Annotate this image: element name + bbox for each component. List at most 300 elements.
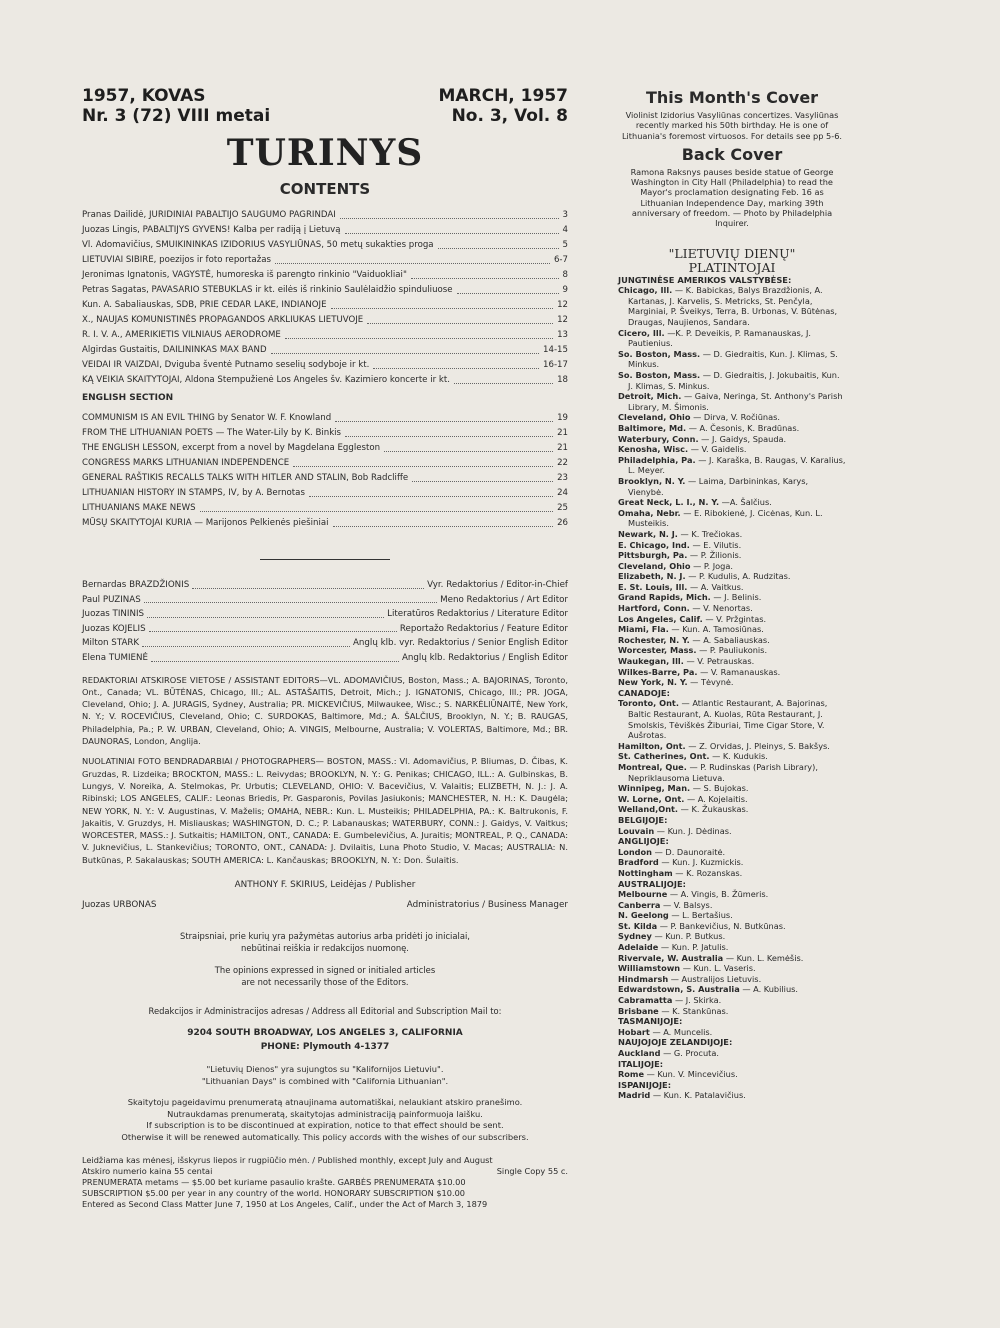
- publication-info: [82, 1155, 568, 1210]
- distributor-names: — Kun. J. Kuzmickis.: [661, 857, 744, 868]
- distributor-names: — Dirva, V. Ročiūnas.: [693, 412, 781, 423]
- distributor-entry: [618, 1090, 846, 1101]
- distributor-city: Brooklyn, N. Y.: [618, 475, 686, 486]
- distributor-names: — Kun. K. Patalavičius.: [652, 1090, 746, 1101]
- distributor-city: Bradford: [618, 857, 659, 868]
- renewal-line: If subscription is to be discontinued at expiration, notice to that effect should be sent.: [146, 1120, 504, 1131]
- toc-entry-page: 12: [557, 315, 568, 325]
- distributor-names: — A. Česonis, K. Bradūnas.: [688, 422, 800, 433]
- admin-role: Administratorius / Business Manager: [406, 900, 568, 911]
- toc-entry: [82, 358, 568, 373]
- distributor-city: Hobart: [618, 1026, 650, 1037]
- distributors-title-line: "LIETUVIŲ DIENŲ": [668, 245, 796, 261]
- toc-entry-page: 23: [557, 473, 568, 483]
- distributor-country: BELGIJOJE:: [618, 814, 668, 825]
- photographers: NUOLATINIAI FOTO BENDRADARBIAI / PHOTOGRAPHERS— BOSTON, MASS.: Vl. Adomavičius, P. Bliumas, D. Čibas, K. Gruzdas, R. Lizdeika; BROCKTON, MASS.: L. Reivydas; BROOKLYN, N. Y.: G. Penikas; CHICAGO, ILL.: A. Gulbinskas, B. Lungys, V. Noreika, A. Stelmokas, Pr. Urbutis; CLEVELAND, OHIO: V. Bacevičius, V. Valaitis; ELIZBETH, N. J.: J. A. Ribinski; LOS ANGELES, CALIF.: Leonas Briedis, Pr. Gasparonis, Povilas Jasiukonis; MANCHESTER, N. H.: K. Daugėla; NEW YORK, N. Y.: V. Augustinas, V. Maželis; OMAHA, NEBR.: Kun. L. Musteikis; PHILADELPHIA, PA.: K. Baltrukonis, F. Jakaitis, V. Gruzdys, H. Misliauskas; WASHINGTON, D. C.; P. Labanauskas; WATERBURY, CONN.: J. Gaidys, V. Vaitkus; WORCESTER, MASS.: J. Sutkaitis; HAMILTON, ONT., CANADA: E. Gumbelevičius, A. Juraitis; MONTREAL, P. Q., CANADA: V. Juknevičius, L. Stankevičius; TORONTO, ONT., CANADA: J. Dvilaitis, Luna Photo Studio, V. Macas; AUSTRALIA: N. Butkūnas, P. Sakalauskas; SOUTH AMERICA: L. Kančauskas; BROOKLYN, N. Y.: Don. Šulaitis.: [82, 756, 568, 865]
- distributor-entry: [618, 592, 846, 603]
- toc-entry: [82, 441, 568, 456]
- distributor-entry: [618, 826, 846, 837]
- distributor-names: — K. Babickas, Balys Brazdžionis, A. Kartanas, J. Karvelis, S. Metricks, St. Penčyla, Marginiai, P. Šveikys, Terra, B. Urbonas, V. Būtėnas, Draugas, Naujienos, Sandara.: [628, 285, 838, 328]
- distributor-city: Madrid: [618, 1090, 651, 1101]
- distributor-entry: [618, 540, 846, 551]
- toc-entry-page: 21: [557, 428, 568, 438]
- distributor-entry: [618, 1006, 846, 1017]
- toc-entry-title: LITHUANIANS MAKE NEWS: [82, 503, 196, 513]
- distributor-names: — P. Kudulis, A. Rudzitas.: [688, 571, 791, 582]
- distributor-city: Wilkes-Barre, Pa.: [618, 666, 698, 677]
- distributor-entry: [618, 423, 846, 434]
- distributor-names: — Tėvynė.: [690, 677, 734, 688]
- publisher-line: ANTHONY F. SKIRIUS, Leidėjas / Publisher: [234, 880, 416, 891]
- distributor-city: Cleveland, Ohio: [618, 560, 691, 571]
- toc-entry-title: Vl. Adomavičius, SMUIKININKAS IZIDORIUS VASYLIŪNAS, 50 metų sukakties proga: [82, 240, 434, 250]
- distributor-city: Kenosha, Wisc.: [618, 444, 689, 455]
- distributor-names: — V. Gaidelis.: [690, 444, 747, 455]
- distributor-entry: [618, 571, 846, 582]
- staff-name: Milton STARK: [82, 638, 140, 649]
- distributor-entry: [618, 656, 846, 667]
- leader-dots: [412, 471, 553, 482]
- toc-entry: [82, 223, 568, 238]
- toc-entry-title: VEIDAI IR VAIZDAI, Dviguba šventė Putnamo seselių sodyboje ir kt.: [82, 360, 370, 370]
- distributor-city: Rome: [618, 1069, 645, 1080]
- price-line: [82, 1166, 568, 1177]
- distributor-names: — P. Rudinskas (Parish Library), Nepriklausoma Lietuva.: [628, 761, 818, 783]
- leader-dots: [271, 343, 539, 354]
- renewal-line: Skaitytoju pageidavimu prenumeratą atnaujinama automatiškai, nelaukiant atskiro pranešimo.: [127, 1097, 523, 1108]
- opinion-note-en: [82, 964, 568, 988]
- toc-entry-title: LITHUANIAN HISTORY IN STAMPS, IV, by A. Bernotas: [82, 488, 305, 498]
- toc-entry-page: 6-7: [553, 255, 568, 265]
- distributor-country: ISPANIJOJE:: [618, 1079, 672, 1090]
- distributor-entry: [618, 645, 846, 656]
- leader-dots: [333, 516, 554, 527]
- distributor-entry: [618, 1048, 846, 1059]
- toc-entry: [82, 411, 568, 426]
- toc-entry-page: 16-17: [543, 360, 568, 370]
- leader-dots: [285, 328, 553, 339]
- leader-dots: [275, 253, 550, 264]
- distributor-entry: [618, 285, 846, 327]
- distributor-entry: [618, 889, 846, 900]
- distributor-entry: [618, 762, 846, 783]
- toc-entry-page: 4: [562, 225, 568, 235]
- distributor-city: Miami, Fla.: [618, 624, 669, 635]
- price-en: Single Copy 55 c.: [496, 1166, 568, 1177]
- distributor-entry: [618, 942, 846, 953]
- distributor-entry: [618, 984, 846, 995]
- english-section-heading: ENGLISH SECTION: [82, 393, 174, 403]
- leader-dots: [411, 268, 559, 279]
- price-lt: Atskiro numerio kaina 55 centai: [82, 1166, 213, 1177]
- distributor-names: — Z. Orvidas, J. Pleinys, S. Bakšys.: [688, 740, 830, 751]
- toc-entry: [82, 373, 568, 388]
- distributor-city: So. Boston, Mass.: [618, 348, 701, 359]
- toc-entry-page: 18: [557, 375, 568, 385]
- distributor-city: Welland,Ont.: [618, 804, 679, 815]
- toc-entry: [82, 328, 568, 343]
- distributor-names: — Kun. J. Dėdinas.: [656, 825, 732, 836]
- issue-date-lt: 1957, KOVAS: [82, 86, 206, 106]
- distributor-city: Rochester, N. Y.: [618, 634, 690, 645]
- distributor-city: N. Geelong: [618, 910, 669, 921]
- renewal-line: Otherwise it will be renewed automatically. This policy accords with the wishes of our subscribers.: [121, 1131, 529, 1142]
- note-line: The opinions expressed in signed or initialed articles: [214, 965, 436, 976]
- opinion-note-lt: [82, 930, 568, 954]
- distributor-entry: [618, 900, 846, 911]
- renewal-note: [82, 1097, 568, 1143]
- toc-english: [82, 411, 568, 531]
- distributor-city: W. Lorne, Ont.: [618, 793, 685, 804]
- distributor-city: New York, N. Y.: [618, 677, 688, 688]
- leader-dots: [309, 486, 553, 497]
- toc-entry-title: KĄ VEIKIA SKAITYTOJAI, Aldona Stempužienė Los Angeles šv. Kazimiero koncerte ir kt.: [82, 375, 450, 385]
- pub-line: PRENUMERATA metams — $5.00 bet kuriame pasaulio krašte. GARBĖS PRENUMERATA $10.00: [82, 1177, 466, 1188]
- distributor-entry: [618, 953, 846, 964]
- distributor-city: Elizabeth, N. J.: [618, 571, 686, 582]
- street-address: 9204 SOUTH BROADWAY, LOS ANGELES 3, CALIFORNIA: [187, 1028, 463, 1039]
- distributor-country: ITALIJOJE:: [618, 1058, 664, 1069]
- distributor-entry: [618, 550, 846, 561]
- toc-entry-title: Juozas Lingis, PABALTIJYS GYVENS! Kalba per radiją į Lietuvą: [82, 225, 341, 235]
- back-cover-title: Back Cover: [681, 144, 783, 164]
- leader-dots: [151, 651, 399, 662]
- distributor-entry: [618, 561, 846, 572]
- distributor-entry: [618, 741, 846, 752]
- distributor-names: — A. Kubilius.: [742, 984, 799, 995]
- distributor-entry: [618, 349, 846, 370]
- distributor-entry: [618, 444, 846, 455]
- distributor-names: — D. Daunoraitė.: [654, 846, 726, 857]
- distributor-city: Waterbury, Conn.: [618, 433, 699, 444]
- distributor-names: — E. Vilutis.: [692, 539, 742, 550]
- distributor-names: — K. Rozanskas.: [675, 867, 743, 878]
- toc-entry-page: 24: [557, 488, 568, 498]
- staff-role: Literatūros Redaktorius / Literature Editor: [387, 609, 568, 620]
- distributor-entry: [618, 910, 846, 921]
- distributor-city: Grand Rapids, Mich.: [618, 592, 711, 603]
- staff-role: Vyr. Redaktorius / Editor-in-Chief: [427, 580, 568, 590]
- toc-entry-page: 19: [557, 413, 568, 423]
- distributor-city: Los Angeles, Calif.: [618, 613, 703, 624]
- distributor-names: — P. Pauliukonis.: [699, 645, 768, 656]
- distributor-names: — G. Procuta.: [663, 1048, 719, 1059]
- distributor-names: —K. P. Deveikis, P. Ramanauskas, J. Pautienius.: [628, 327, 811, 349]
- distributor-names: — K. Kudukis.: [712, 751, 768, 762]
- toc-entry-title: X., NAUJAS KOMUNISTINĖS PROPAGANDOS ARKLIUKAS LIETUVOJE: [82, 315, 364, 325]
- leader-dots: [192, 578, 424, 589]
- distributor-names: — Kun. L. Vaseris.: [682, 963, 756, 974]
- back-cover-description: Ramona Raksnys pauses beside statue of George Washington in City Hall (Philadelphia) to read the Mayor's proclamation designating Feb. 16 as Lithuanian Independence Day, marking 39th anniversary of freedom. — Photo by Philadelphia Inquirer.: [630, 166, 834, 229]
- distributor-entry: [618, 1027, 846, 1038]
- leader-dots: [331, 298, 554, 309]
- distributors-title-line: PLATINTOJAI: [688, 259, 776, 275]
- distributor-country: ANGLIJOJE:: [618, 836, 669, 847]
- distributor-names: — L. Bertašius.: [671, 910, 733, 921]
- issue-number-lt: Nr. 3 (72) VIII metai: [82, 106, 271, 126]
- leader-dots: [384, 441, 553, 452]
- distributor-entry: [618, 370, 846, 391]
- staff-name: Bernardas BRAZDŽIONIS: [82, 580, 190, 590]
- distributor-names: — P. Žilionis.: [689, 550, 742, 561]
- leader-dots: [144, 593, 437, 604]
- distributor-entry: [618, 857, 846, 868]
- staff-name: Juozas KOJELIS: [82, 623, 146, 634]
- issue-header-english: [438, 86, 568, 126]
- toc-entry-page: 8: [562, 270, 568, 280]
- distributor-entry: [618, 868, 846, 879]
- toc-entry-title: THE ENGLISH LESSON, excerpt from a novel by Magdelana Eggleston: [82, 443, 381, 453]
- distributor-entry: [618, 1069, 846, 1080]
- distributor-names: — V. Petrauskas.: [686, 656, 755, 667]
- distributor-entry: [618, 529, 846, 540]
- distributor-names: — J. Karaška, B. Raugas, V. Karalius, L. Meyer.: [628, 454, 846, 476]
- distributor-names: — E. Ribokienė, J. Cicėnas, Kun. L. Musteikis.: [628, 507, 823, 529]
- distributor-city: Omaha, Nebr.: [618, 507, 681, 518]
- distributor-names: — P. Bankevičius, N. Butkūnas.: [659, 920, 786, 931]
- staff-role: Anglų klb. vyr. Redaktorius / Senior English Editor: [352, 638, 568, 649]
- staff-entry: [82, 622, 568, 637]
- toc-entry-title: R. I. V. A., AMERIKIETIS VILNIAUS AERODROME: [82, 330, 281, 340]
- staff-entry: [82, 636, 568, 651]
- distributor-names: — K. Trečiokas.: [680, 528, 743, 539]
- toc-entry-page: 22: [557, 458, 568, 468]
- toc-entry-title: Algirdas Gustaitis, DAILININKAS MAX BAND: [82, 345, 267, 355]
- distributor-city: Chicago, Ill.: [618, 285, 673, 296]
- distributor-entry: [618, 391, 846, 412]
- distributor-names: — J. Skirka.: [674, 995, 722, 1006]
- distributor-city: Hindmarsh: [618, 973, 669, 984]
- toc-entry-page: 12: [557, 300, 568, 310]
- toc-entry-page: 3: [562, 210, 568, 220]
- distributor-names: — Kun. P. Butkus.: [654, 931, 726, 942]
- distributor-city: Newark, N. J.: [618, 528, 678, 539]
- distributor-city: Winnipeg, Man.: [618, 783, 691, 794]
- distributor-entry: [618, 698, 846, 740]
- toc-lithuanian: [82, 208, 568, 388]
- distributor-city: Edwardstown, S. Australia: [618, 984, 740, 995]
- toc-entry-title: Jeronimas Ignatonis, VAGYSTĖ, humoreska iš parengto rinkinio "Vaiduokliai": [82, 270, 407, 280]
- distributor-entry: [618, 995, 846, 1006]
- distributor-city: Waukegan, Ill.: [618, 656, 684, 667]
- toc-entry-title: FROM THE LITHUANIAN POETS — The Water-Lily by K. Binkis: [82, 428, 342, 438]
- issue-number-en: No. 3, Vol. 8: [451, 106, 568, 126]
- toc-entry-page: 9: [562, 285, 568, 295]
- distributor-city: London: [618, 846, 652, 857]
- toc-entry: [82, 501, 568, 516]
- merge-line-lt: "Lietuvių Dienos" yra sujungtos su "Kalifornijos Lietuviu".: [206, 1064, 444, 1075]
- leader-dots: [142, 636, 350, 647]
- distributor-city: Hamilton, Ont.: [618, 740, 686, 751]
- distributor-city: Great Neck, L. I., N. Y.: [618, 497, 720, 508]
- issue-date-en: MARCH, 1957: [438, 86, 568, 106]
- distributor-entry: [618, 497, 846, 508]
- toc-entry-page: 25: [557, 503, 568, 513]
- distributor-city: Philadelphia, Pa.: [618, 454, 696, 465]
- distributor-city: Cabramatta: [618, 995, 673, 1006]
- toc-entry: [82, 283, 568, 298]
- distributor-city: Toronto, Ont.: [618, 698, 679, 709]
- distributor-city: Melbourne: [618, 889, 668, 900]
- leader-dots: [149, 622, 397, 633]
- toc-entry: [82, 238, 568, 253]
- pub-line: SUBSCRIPTION $5.00 per year in any country of the world. HONORARY SUBSCRIPTION $10.00: [82, 1188, 465, 1199]
- distributor-names: — Laima, Darbininkas, Karys, Vienybė.: [628, 475, 809, 497]
- distributor-entry: [618, 455, 846, 476]
- distributor-names: — V. Nenortas.: [692, 603, 753, 614]
- address-block: [82, 1026, 568, 1054]
- distributor-names: — A. Vaitkus.: [690, 581, 744, 592]
- distributor-entry: [618, 582, 846, 593]
- merge-note: [82, 1064, 568, 1087]
- toc-entry: [82, 298, 568, 313]
- toc-entry-title: LIETUVIAI SIBIRE, poezijos ir foto reportažas: [82, 255, 271, 265]
- renewal-line: Nutraukdamas prenumeratą, skaitytojas administraciją painformuoja laišku.: [167, 1108, 483, 1119]
- distributor-entry: [618, 667, 846, 678]
- distributor-names: — Gaiva, Neringa, St. Anthony's Parish Library, M. Šimonis.: [628, 391, 843, 412]
- distributor-city: Rivervale, W. Australia: [618, 952, 724, 963]
- staff-entry: [82, 593, 568, 608]
- leader-dots: [438, 238, 559, 249]
- admin-name: Juozas URBONAS: [82, 900, 157, 911]
- toc-entry: [82, 208, 568, 223]
- toc-entry-title: MŪSŲ SKAITYTOJAI KURIA — Marijonos Pelkienės piešiniai: [82, 518, 329, 528]
- contents-column: [82, 86, 568, 1210]
- toc-entry: [82, 471, 568, 486]
- issue-header: [82, 86, 568, 126]
- distributor-city: Worcester, Mass.: [618, 645, 697, 656]
- distributor-entry: [618, 677, 846, 688]
- distributor-city: St. Catherines, Ont.: [618, 751, 710, 762]
- distributor-entry: [618, 434, 846, 445]
- distributor-city: Canberra: [618, 899, 661, 910]
- staff-entry: [82, 578, 568, 593]
- distributor-entry: [618, 974, 846, 985]
- leader-dots: [454, 373, 553, 384]
- toc-entry: [82, 313, 568, 328]
- staff-name: Paul PUZINAS: [82, 594, 141, 605]
- distributor-entry: [618, 751, 846, 762]
- toc-entry-title: COMMUNISM IS AN EVIL THING by Senator W. F. Knowland: [82, 413, 332, 423]
- distributor-entry: [618, 603, 846, 614]
- distributor-entry: [618, 614, 846, 625]
- distributor-names: — V. Balsys.: [663, 899, 713, 910]
- distributor-names: — A. Sabaliauskas.: [692, 634, 770, 645]
- distributor-city: Hartford, Conn.: [618, 603, 690, 614]
- distributor-names: — S. Bujokas.: [692, 783, 749, 794]
- toc-entry-page: 21: [557, 443, 568, 453]
- leader-dots: [345, 223, 559, 234]
- distributor-entry: [618, 635, 846, 646]
- distributor-entry: [618, 804, 846, 815]
- distributor-names: — V. Ramanauskas.: [700, 666, 781, 677]
- toc-entry-page: 26: [557, 518, 568, 528]
- distributor-city: Louvain: [618, 825, 655, 836]
- toc-entry-title: Kun. A. Sabaliauskas, SDB, PRIE CEDAR LAKE, INDIANOJE: [82, 300, 327, 310]
- distributor-city: E. St. Louis, Ill.: [618, 581, 688, 592]
- distributor-city: Nottingham: [618, 867, 673, 878]
- distributor-names: — K. Stankūnas.: [661, 1005, 729, 1016]
- staff-name: Elena TUMIENĖ: [82, 652, 149, 663]
- issue-header-lithuanian: [82, 86, 270, 126]
- distributor-names: — K. Žukauskas.: [680, 804, 749, 815]
- phone-number: PHONE: Plymouth 4-1377: [260, 1042, 390, 1053]
- merge-line-en: "Lithuanian Days" is combined with "California Lithuanian".: [201, 1075, 449, 1086]
- distributor-names: — J. Belinis.: [713, 592, 762, 603]
- toc-entry-title: CONGRESS MARKS LITHUANIAN INDEPENDENCE: [82, 458, 290, 468]
- leader-dots: [345, 426, 553, 437]
- toc-entry: [82, 426, 568, 441]
- page-title: TURINYS: [226, 132, 424, 174]
- toc-entry-title: Petras Sagatas, PAVASARIO STEBUKLAS ir kt. eilės iš rinkinio Saulėlaidžio spinduliuose: [82, 285, 453, 295]
- leader-dots: [335, 411, 553, 422]
- toc-entry-title: GENERAL RAŠTIKIS RECALLS TALKS WITH HITLER AND STALIN, Bob Radcliffe: [82, 473, 409, 483]
- toc-entry: [82, 268, 568, 283]
- staff-name: Juozas TININIS: [82, 609, 145, 620]
- pub-line: Entered as Second Class Matter June 7, 1950 at Los Angeles, Calif., under the Act of March 3, 1879: [82, 1199, 488, 1210]
- pub-line: Leidžiama kas mėnesį, išskyrus liepos ir rugpiūčio mėn. / Published monthly, except July and August: [82, 1155, 493, 1166]
- toc-entry-title: Pranas Dailidė, JURIDINIAI PABALTIJO SAUGUMO PAGRINDAI: [82, 210, 336, 220]
- leader-dots: [367, 313, 553, 324]
- staff-role: Meno Redaktorius / Art Editor: [440, 594, 568, 605]
- distributor-names: — Kun. V. Mincevičius.: [646, 1069, 738, 1080]
- distributor-entry: [618, 624, 846, 635]
- leader-dots: [200, 501, 554, 512]
- distributor-city: So. Boston, Mass.: [618, 370, 701, 381]
- distributor-names: — D. Giedraitis, J. Jokubaitis, Kun. J. Klimas, S. Minkus.: [628, 370, 840, 391]
- assistant-editors: REDAKTORIAI ATSKIROSE VIETOSE / ASSISTANT EDITORS—VL. ADOMAVIČIUS, Boston, Mass.; A. BAJORINAS, Toronto, Ont., Canada; VL. BŪTĖNAS, Chicago, Ill.; AL. ASTAŠAITIS, Detroit, Mich.; J. IGNATONIS, Chicago, Ill.; PR. JOGA, Cleveland, Ohio; J. A. JURAGIS, Sydney, Australia; PR. MICKEVIČIUS, Milwaukee, Wisc.; S. NARKĖLIŪNAITĖ, New York, N. Y.; V. ROCEVIČIUS, Cleveland, Ohio; C. SURDOKAS, Baltimore, Md.; A. ŠALČIUS, Brooklyn, N. Y.; B. RAUGAS, Philadelphia, Pa.; P. W. URBAN, Cleveland, Ohio; A. VINGIS, Melbourne, Australia; V. VOLERTAS, Baltimore, Md.; BR. DAUNORAS, London, Anglija.: [82, 674, 568, 747]
- distributor-entry: [618, 783, 846, 794]
- distributor-names: — Australijos Lietuvis.: [670, 973, 762, 984]
- toc-entry-page: 13: [557, 330, 568, 340]
- toc-entry: [82, 516, 568, 531]
- sidebar-column: [618, 88, 846, 1101]
- distributors-list: [618, 275, 846, 1101]
- toc-entry-page: 5: [562, 240, 568, 250]
- leader-dots: [457, 283, 559, 294]
- contents-heading: CONTENTS: [279, 180, 371, 198]
- distributor-entry: [618, 328, 846, 349]
- cover-title: This Month's Cover: [645, 88, 819, 107]
- distributor-entry: [618, 794, 846, 805]
- distributor-entry: [618, 412, 846, 423]
- staff-entry: [82, 651, 568, 666]
- distributors-title: [618, 247, 846, 275]
- distributor-names: — D. Giedraitis, Kun. J. Klimas, S. Minkus.: [628, 348, 838, 370]
- leader-dots: [293, 456, 553, 467]
- note-line: Straipsniai, prie kurių yra pažymėtas autorius arba pridėti jo inicialai,: [180, 931, 470, 942]
- toc-entry: [82, 343, 568, 358]
- distributor-names: — Kun. L. Kemėšis.: [725, 952, 804, 963]
- distributor-city: Williamstown: [618, 963, 681, 974]
- distributor-city: Baltimore, Md.: [618, 422, 687, 433]
- business-manager-line: [82, 900, 568, 910]
- toc-entry: [82, 253, 568, 268]
- distributor-city: Adelaide: [618, 942, 659, 953]
- distributor-city: Sydney: [618, 931, 652, 942]
- note-line: are not necessarily those of the Editors.: [241, 977, 409, 988]
- distributor-names: — A. Vingis, B. Žūmeris.: [669, 889, 769, 900]
- distributor-country: NAUJOJOJE ZELANDIJOJE:: [618, 1037, 733, 1048]
- leader-dots: [340, 208, 559, 219]
- toc-entry-page: 14-15: [543, 345, 568, 355]
- distributor-names: — Kun. A. Tamosiūnas.: [671, 624, 764, 635]
- distributor-country: JUNGTINĖSE AMERIKOS VALSTYBĖSE:: [618, 274, 792, 285]
- staff-role: Reportažo Redaktorius / Feature Editor: [399, 623, 568, 634]
- toc-entry: [82, 456, 568, 471]
- editorial-staff: [82, 578, 568, 666]
- staff-role: Anglų klb. Redaktorius / English Editor: [401, 652, 568, 663]
